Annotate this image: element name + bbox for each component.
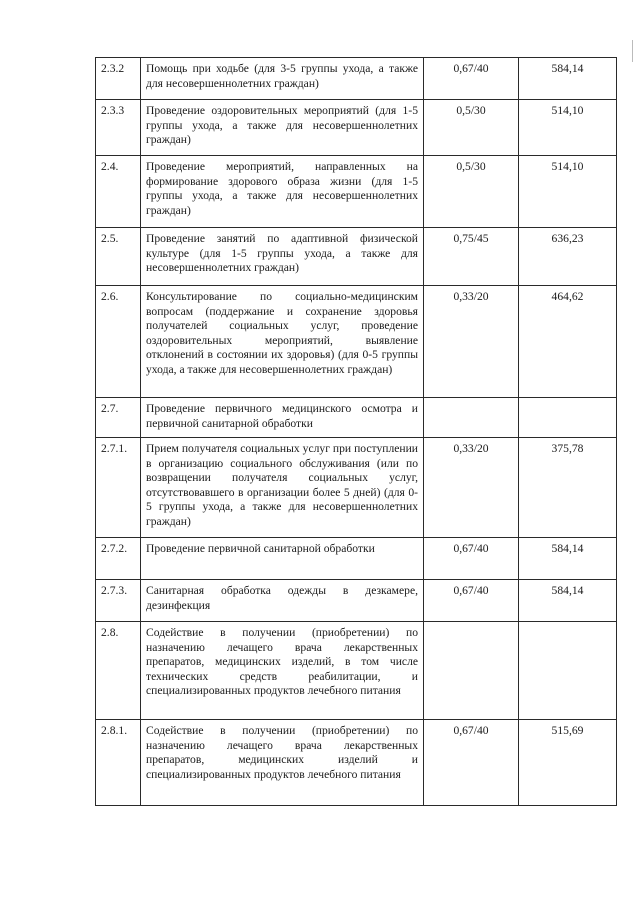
row-number: 2.7.2. (96, 538, 141, 580)
table-row (96, 100, 617, 156)
row-number: 2.8.1. (96, 720, 141, 806)
time-norm (424, 622, 519, 720)
time-norm (424, 398, 519, 438)
table-row (96, 58, 617, 100)
time-norm: 0,67/40 (424, 720, 519, 806)
table-row (96, 286, 617, 398)
service-price (519, 622, 617, 720)
row-number: 2.5. (96, 228, 141, 286)
table-row (96, 438, 617, 538)
time-norm: 0,5/30 (424, 100, 519, 156)
service-price: 584,14 (519, 538, 617, 580)
service-name: Прием получателя социальных услуг при поступлении в организацию социального обслуживания (или по возвращении получателя социальных услуг, отсутствовавшего в организации более 5 дней) (для 0-5 группы ухода, а также для несовершеннолетних граждан) (141, 438, 424, 538)
services-tariff-table (95, 57, 617, 806)
time-norm: 0,67/40 (424, 580, 519, 622)
service-price: 514,10 (519, 156, 617, 228)
service-price (519, 398, 617, 438)
row-number: 2.8. (96, 622, 141, 720)
service-name: Проведение мероприятий, направленных на формирование здорового образа жизни (для 1-5 группы ухода, а также для несовершеннолетних граждан) (141, 156, 424, 228)
table-row (96, 228, 617, 286)
row-number: 2.7. (96, 398, 141, 438)
service-name: Проведение первичного медицинского осмотра и первичной санитарной обработки (141, 398, 424, 438)
service-price: 375,78 (519, 438, 617, 538)
service-price: 584,14 (519, 580, 617, 622)
time-norm: 0,5/30 (424, 156, 519, 228)
service-name: Содействие в получении (приобретении) по назначению лечащего врача лекарственных препаратов, медицинских изделий, в том числе технических средств реабилитации, и специализированных продуктов лечебного питания (141, 622, 424, 720)
service-price: 515,69 (519, 720, 617, 806)
service-price: 464,62 (519, 286, 617, 398)
time-norm: 0,33/20 (424, 286, 519, 398)
table-row (96, 538, 617, 580)
row-number: 2.3.2 (96, 58, 141, 100)
row-number: 2.6. (96, 286, 141, 398)
service-name: Помощь при ходьбе (для 3-5 группы ухода, а также для несовершеннолетних граждан) (141, 58, 424, 100)
table-row (96, 398, 617, 438)
table-row (96, 156, 617, 228)
scan-edge-mark (632, 40, 636, 62)
row-number: 2.4. (96, 156, 141, 228)
service-price: 514,10 (519, 100, 617, 156)
row-number: 2.7.1. (96, 438, 141, 538)
time-norm: 0,67/40 (424, 58, 519, 100)
row-number: 2.7.3. (96, 580, 141, 622)
service-price: 584,14 (519, 58, 617, 100)
service-name: Проведение оздоровительных мероприятий (для 1-5 группы ухода, а также для несовершеннолетних граждан) (141, 100, 424, 156)
time-norm: 0,67/40 (424, 538, 519, 580)
service-name: Санитарная обработка одежды в дезкамере, дезинфекция (141, 580, 424, 622)
table-row (96, 580, 617, 622)
service-name: Проведение занятий по адаптивной физической культуре (для 1-5 группы ухода, а также для несовершеннолетних граждан) (141, 228, 424, 286)
service-name: Проведение первичной санитарной обработки (141, 538, 424, 580)
row-number: 2.3.3 (96, 100, 141, 156)
service-name: Содействие в получении (приобретении) по назначению лечащего врача лекарственных препаратов, медицинских изделий и специализированных продуктов лечебного питания (141, 720, 424, 806)
time-norm: 0,33/20 (424, 438, 519, 538)
table-row (96, 720, 617, 806)
time-norm: 0,75/45 (424, 228, 519, 286)
service-name: Консультирование по социально-медицинским вопросам (поддержание и сохранение здоровья получателей социальных услуг, проведение оздоровительных мероприятий, выявление отклонений в состоянии их здоровья) (для 0-5 группы ухода, а также для несовершеннолетних граждан) (141, 286, 424, 398)
service-price: 636,23 (519, 228, 617, 286)
table-row (96, 622, 617, 720)
